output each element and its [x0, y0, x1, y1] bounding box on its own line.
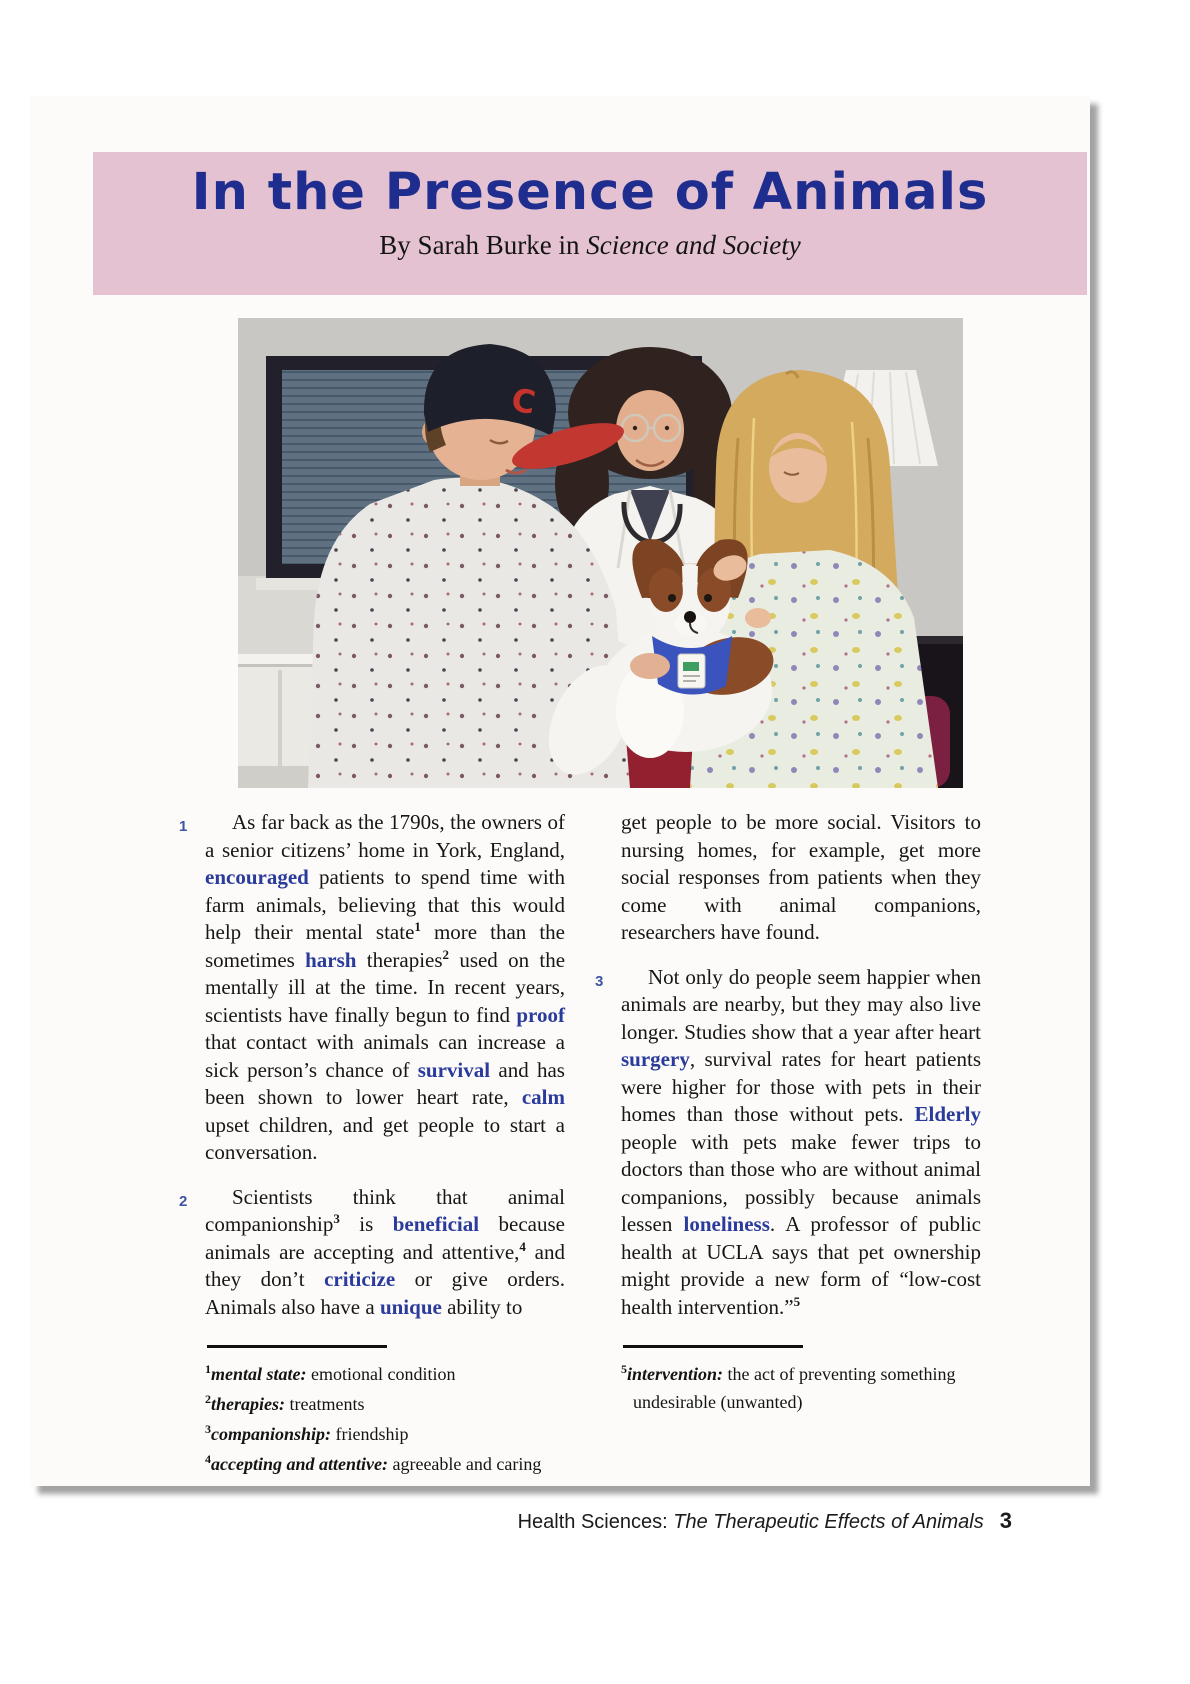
- paragraph-1: [179, 809, 566, 1167]
- therapy-dog-photo: [238, 318, 963, 788]
- scanned-article-page: [30, 96, 1090, 1486]
- paragraph-2: [179, 1184, 565, 1322]
- article-body: [179, 809, 981, 1480]
- article-column-right: [595, 809, 981, 1480]
- paragraph-text: Scientists think that animal companionship$^3$ is beneficial because animals are accepting and attentive,$^4$ and they don’t criticize or give orders. Animals also have a unique ability to: [205, 1184, 565, 1319]
- paragraph-number: 3: [595, 972, 604, 990]
- paragraph-number: 1: [179, 818, 188, 835]
- byline-source: Science and Society: [586, 230, 801, 260]
- paragraph-text: Not only do people seem happier when animals are nearby, but they may also live longer. Studies show that a year after heart surgery, survival rates for heart patients were higher for those with pets in their homes than those without pets. Elderly people with pets make fewer trips to doctors than those who are without animal companions, possibly because animals lessen loneliness. A professor of public health at UCLA says that pet ownership might provide a new form of “low-cost health intervention.”$^5$: [621, 964, 981, 1319]
- footnote-5: $^5$intervention: the act of preventing something undesirable (unwanted): [621, 1362, 956, 1412]
- article-byline: [93, 230, 1087, 261]
- page-number: 3: [999, 1508, 1012, 1533]
- paragraph-2-continued: [621, 809, 981, 947]
- byline-author: By Sarah Burke in: [379, 230, 587, 260]
- article-title: In the Presence of Animals: [191, 163, 989, 222]
- footnote-4: $^4$accepting and attentive: agreeable and caring: [205, 1452, 542, 1474]
- article-column-left: [179, 809, 566, 1480]
- page-footer: [420, 1508, 1012, 1534]
- article-title-banner: [93, 152, 1087, 295]
- paragraph-text: get people to be more social. Visitors to nursing homes, for example, get more social responses from patients when they come with animal companions, researchers have found.: [621, 810, 981, 944]
- footer-course-title: Health Sciences:: [517, 1511, 674, 1533]
- footnote-rule: [623, 1345, 803, 1348]
- footnote-2: $^2$therapies: treatments: [205, 1392, 365, 1414]
- dog-id-badge: [678, 654, 705, 688]
- paragraph-3: [595, 964, 981, 1322]
- cap-logo-letter: C: [508, 380, 539, 422]
- paragraph-number: 2: [179, 1192, 188, 1210]
- paragraph-text: As far back as the 1790s, the owners of a senior citizens’ home in York, England, encouraged patients to spend time with farm animals, believing that this would help their mental state$^1$ more than the sometimes harsh therapies$^2$ used on the mentally ill at the time. In recent years, scientists have finally begun to find proof that contact with animals can increase a sick person’s chance of survival and has been shown to lower heart rate, calm upset children, and get people to start a conversation.: [205, 810, 566, 1164]
- footnote-1: $^1$mental state: emotional condition: [205, 1362, 456, 1384]
- footnote-rule: [207, 1345, 387, 1348]
- footnote-3: $^3$companionship: friendship: [205, 1422, 409, 1444]
- footer-unit-title: The Therapeutic Effects of Animals: [673, 1511, 984, 1533]
